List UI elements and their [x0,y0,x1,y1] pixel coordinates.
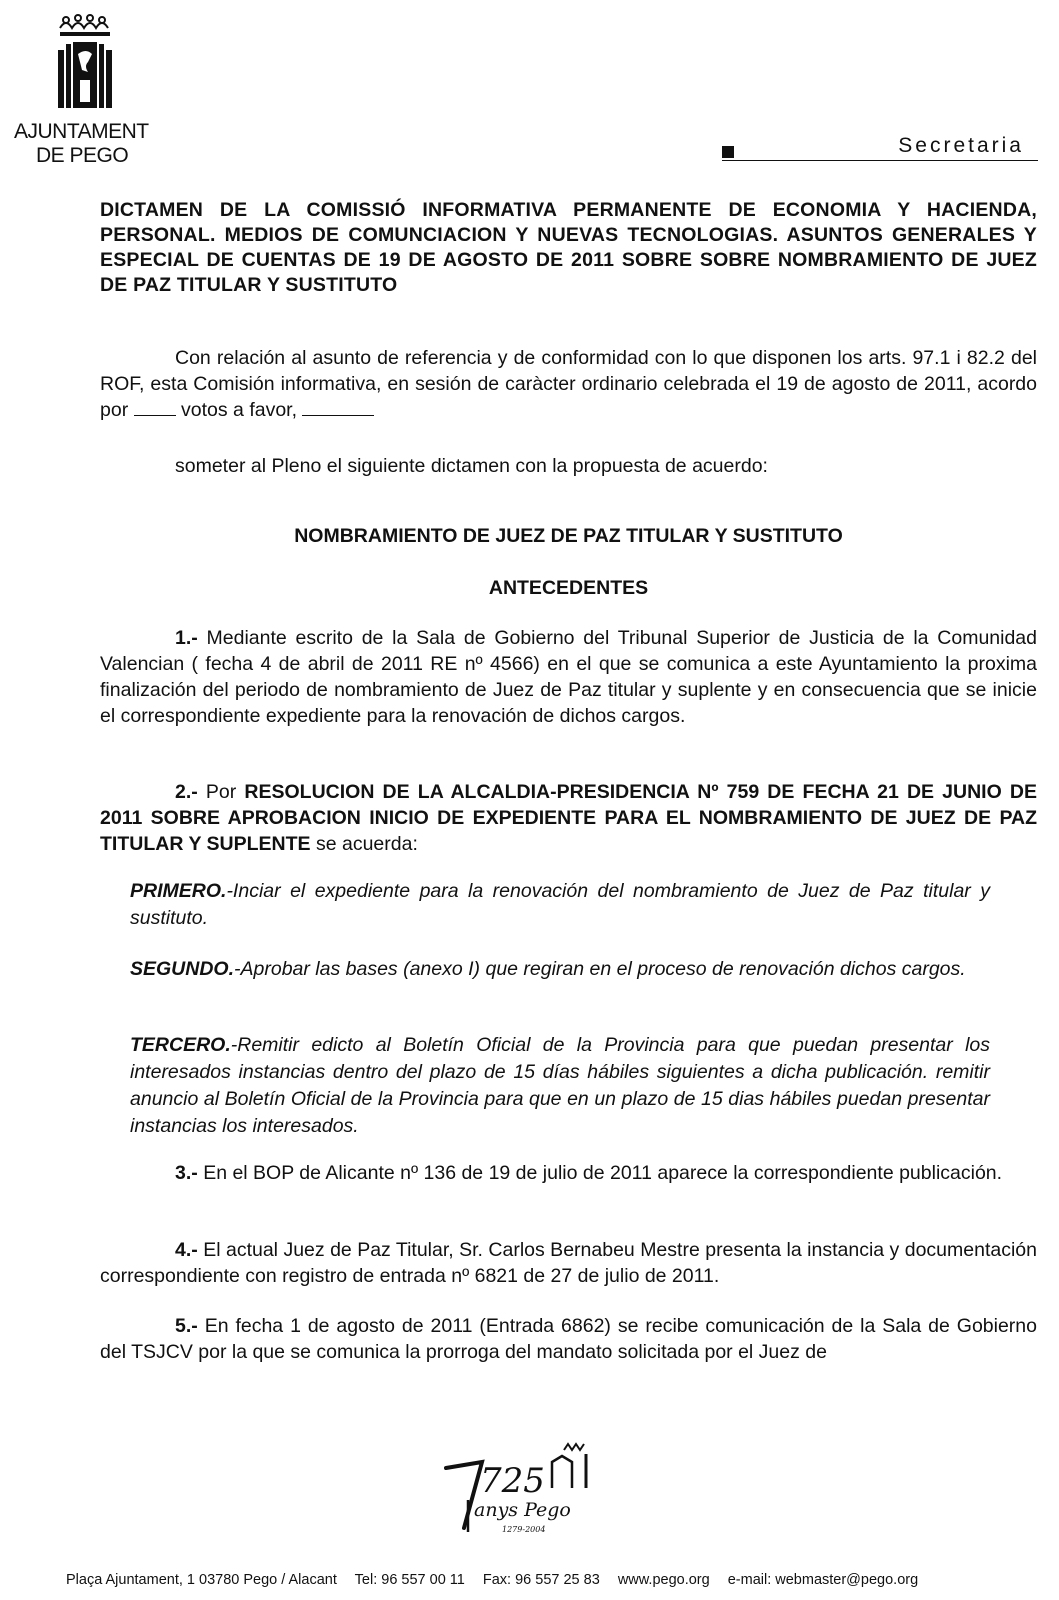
tercero-label: TERCERO. [130,1034,231,1056]
votes-blank-2 [302,399,374,416]
section-header [722,134,1038,161]
heading-nombramiento: NOMBRAMIENTO DE JUEZ DE PAZ TITULAR Y SUSTITUTO [294,525,843,547]
document-title: DICTAMEN DE LA COMISSIÓ INFORMATIVA PERMANENTE DE ECONOMIA Y HACIENDA, PERSONAL. MEDIOS DE COMUNCIACION Y NUEVAS TECNOLOGIAS. ASUNTOS GENERALES Y ESPECIAL DE CUENTAS DE 19 DE AGOSTO DE 2011 SOBRE SOBRE NOMBRAMIENTO DE JUEZ DE PAZ TITULAR Y SUSTITUTO [100,199,1037,296]
antecedente-2 [100,779,1037,857]
antecedente-3 [100,1160,1037,1186]
resolution-title: RESOLUCION DE LA ALCALDIA-PRESIDENCIA Nº 759 DE FECHA 21 DE JUNIO DE 2011 SOBRE APROBACION INICIO DE EXPEDIENTE PARA EL NOMBRAMIENTO DE JUEZ DE PAZ TITULAR Y SUPLENTE [100,781,1037,855]
organization-name [14,120,149,168]
footer-tel: Tel: 96 557 00 11 [354,1572,465,1588]
votes-blank [134,399,176,416]
footer-email-link[interactable]: e-mail: webmaster@pego.org [727,1572,919,1588]
item-post: se acuerda: [315,833,418,855]
primero-text: -Inciar el expediente para la renovación del nombramiento de Juez de Paz titular y sustituto. [130,880,990,929]
segundo-label: SEGUNDO. [130,958,235,980]
anniversary-years: 1279-2004 [502,1525,546,1534]
org-line-1: AJUNTAMENT [14,120,149,143]
intro-text-a: Con relación al asunto de referencia y de conformidad con lo que disponen los arts. 97.1 i 82.2 del ROF, esta Comisión informativa, en sesión de caràcter ordinario celebrada el 19 de agosto de 2011, acordo por [100,347,1037,421]
item-text: En fecha 1 de agosto de 2011 (Entrada 6862) se recibe comunicación de la Sala de Gobierno del TSJCV por la que se comunica la prorroga del mandato solicitada por el Juez de [100,1315,1037,1363]
footer-fax: Fax: 96 557 25 83 [482,1572,600,1588]
footer-address: Plaça Ajuntament, 1 03780 Pego / Alacant [66,1572,337,1588]
heading-antecedentes: ANTECEDENTES [488,577,649,599]
item-number: 2.- [175,781,198,803]
item-number: 5.- [175,1315,198,1337]
intro-text-b: votos a favor, [181,399,298,421]
tercero-text: -Remitir edicto al Boletín Oficial de la Provincia para que puedan presentar los interesados instancias dentro del plazo de 15 días hábiles siguientes a dicha publicación. remitir anuncio al Boletín Oficial de la Provincia para que en un plazo de 15 dias hábiles puedan presentar instancias los interesados. [130,1034,990,1137]
resolution-tercero [130,1032,990,1140]
town-crest-logo [52,14,122,114]
item-text: El actual Juez de Paz Titular, Sr. Carlos Bernabeu Mestre presenta la instancia y documentación correspondiente con registro de entrada nº 6821 de 27 de julio de 2011. [100,1239,1037,1287]
footer-contact [66,1572,932,1588]
antecedente-4 [100,1237,1037,1289]
item-text: Mediante escrito de la Sala de Gobierno del Tribunal Superior de Justicia de la Comunidad Valencian ( fecha 4 de abril de 2011 RE nº 4566) en el que se comunica a este Ayuntamiento la proxima finalización del periodo de nombramiento de Juez de Paz titular y suplente y en consecuencia que se inicie el correspondiente expediente para la renovación de dichos cargos. [100,627,1037,727]
item-number: 4.- [175,1239,198,1261]
anniversary-label: anys Pego [474,1499,571,1521]
intro-submit: someter al Pleno el siguiente dictamen con la propuesta de acuerdo: [175,455,768,477]
antecedente-1 [100,625,1037,729]
anniversary-logo [436,1440,606,1550]
item-pre: Por [205,781,237,803]
item-number: 1.- [175,627,198,649]
intro-paragraph [100,345,1037,423]
anniversary-number: 725 [480,1461,545,1501]
section-label: Secretaria [898,134,1024,157]
item-number: 3.- [175,1162,198,1184]
antecedente-5 [100,1313,1037,1365]
segundo-text: -Aprobar las bases (anexo I) que regiran en el proceso de renovación dichos cargos. [234,958,966,980]
item-text: En el BOP de Alicante nº 136 de 19 de julio de 2011 aparece la correspondiente publicación. [203,1162,1003,1184]
resolution-primero [130,878,990,932]
primero-label: PRIMERO. [130,880,227,902]
resolution-segundo [130,956,990,983]
org-line-2: DE PEGO [36,144,129,167]
square-bullet-icon [722,146,734,158]
footer-web-link[interactable]: www.pego.org [617,1572,710,1588]
